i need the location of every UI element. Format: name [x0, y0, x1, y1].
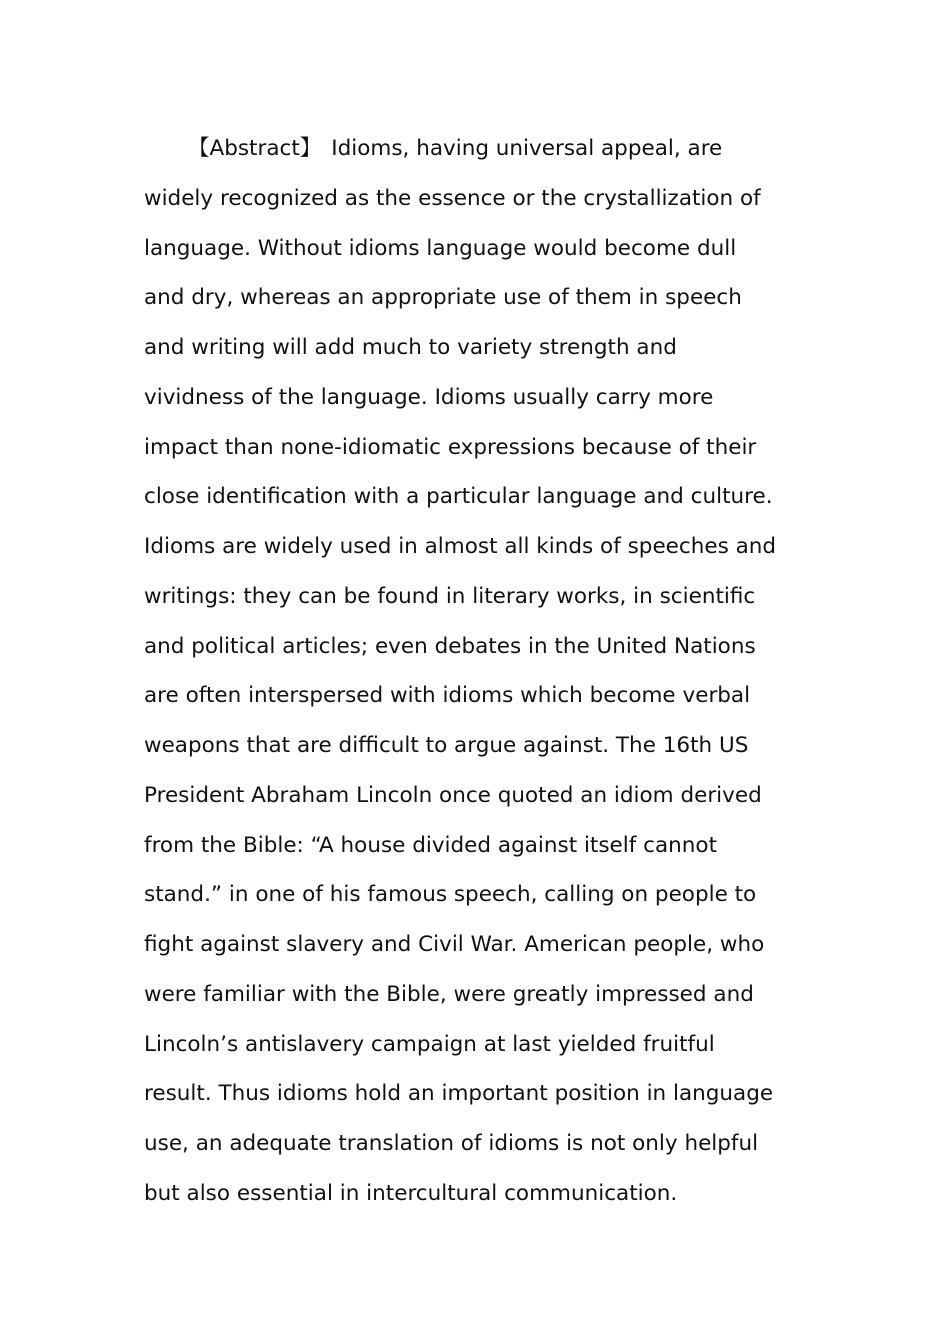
abstract-line: impact than none-idiomatic expressions because of their [144, 434, 757, 460]
abstract-line: language. Without idioms language would become dull [144, 235, 737, 261]
abstract-line: were familiar with the Bible, were greatly impressed and [144, 981, 754, 1007]
abstract-line: writings: they can be found in literary works, in scientific [144, 583, 756, 609]
abstract-line: stand.” in one of his famous speech, calling on people to [144, 882, 757, 908]
abstract-line: widely recognized as the essence or the crystallization of [144, 185, 761, 211]
abstract-paragraph [144, 124, 824, 1219]
abstract-first-line [144, 124, 824, 174]
abstract-line: close identification with a particular language and culture. [144, 484, 773, 510]
abstract-line: and political articles; even debates in the United Nations [144, 633, 756, 659]
abstract-line: but also essential in intercultural communication. [144, 1180, 678, 1206]
abstract-line: use, an adequate translation of idioms is not only helpful [144, 1131, 759, 1156]
abstract-line: Lincoln’s antislavery campaign at last yielded fruitful [144, 1031, 715, 1057]
abstract-line: and dry, whereas an appropriate use of them in speech [144, 285, 742, 311]
abstract-line: result. Thus idioms hold an important position in language [144, 1081, 774, 1107]
abstract-line: are often interspersed with idioms which become verbal [144, 683, 751, 709]
abstract-line: fight against slavery and Civil War. American people, who [144, 932, 765, 957]
abstract-line: Idioms are widely used in almost all kinds of speeches and [144, 534, 777, 559]
abstract-line: from the Bible: “A house divided against itself cannot [144, 832, 717, 858]
abstract-line: and writing will add much to variety strength and [144, 335, 677, 360]
abstract-line: weapons that are difficult to argue against. The 16th US [144, 733, 749, 758]
abstract-line: Idioms, having universal appeal, are [331, 136, 723, 161]
abstract-label: 【Abstract】 [188, 136, 322, 161]
abstract-line: vividness of the language. Idioms usually carry more [144, 384, 714, 410]
abstract-line: President Abraham Lincoln once quoted an idiom derived [144, 782, 762, 808]
